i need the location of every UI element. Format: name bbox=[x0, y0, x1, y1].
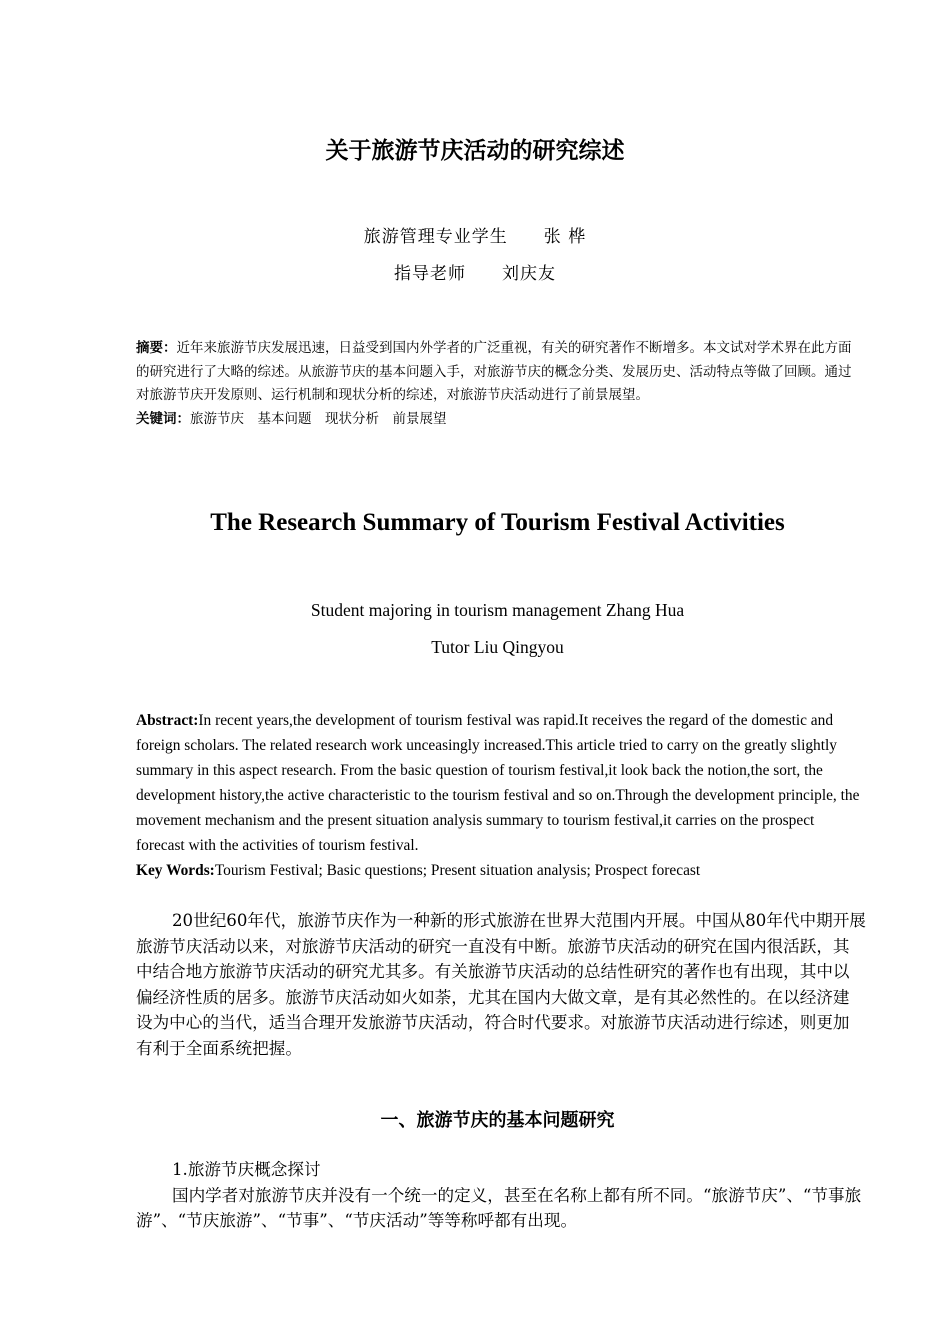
tutor-name-cn: 刘庆友 bbox=[502, 264, 556, 284]
intro-paragraph: 20世纪60年代，旅游节庆作为一种新的形式旅游在世界大范围内开展。中国从80年代中期开展旅游节庆活动以来，对旅游节庆活动的研究一直没有中断。旅游节庆活动的研究在国内很活跃，其中结合地方旅游节庆活动的研究尤其多。有关旅游节庆活动的总结性研究的著作也有出现，其中以偏经济性质的居多。旅游节庆活动如火如荼，尤其在国内大做文章，是有其必然性的。在以经济建设为中心的当代，适当合理开发旅游节庆活动，符合时代要求。对旅游节庆活动进行综述，则更加有利于全面系统把握。 bbox=[136, 911, 866, 1058]
keywords-en-label: Key Words: bbox=[136, 862, 215, 879]
author-line-cn bbox=[0, 225, 950, 249]
keywords-cn-text: 旅游节庆 基本问题 现状分析 前景展望 bbox=[190, 410, 447, 427]
subsection-1-1 bbox=[136, 1157, 866, 1234]
abstract-en-label: Abstract: bbox=[136, 712, 199, 729]
subsection-1-1-title: 1.旅游节庆概念探讨 bbox=[172, 1160, 321, 1179]
tutor-line-cn bbox=[0, 262, 950, 286]
paper-title-en: The Research Summary of Tourism Festival Activities bbox=[210, 509, 785, 536]
author-name-cn: 张 桦 bbox=[543, 227, 587, 247]
keywords-en bbox=[136, 858, 860, 883]
section-1-heading: 一、旅游节庆的基本问题研究 bbox=[380, 1110, 615, 1131]
abstract-en bbox=[136, 708, 860, 883]
paper-title-cn: 关于旅游节庆活动的研究综述 bbox=[325, 138, 625, 164]
keywords-cn bbox=[136, 408, 860, 432]
author-role-cn: 旅游管理专业学生 bbox=[363, 227, 508, 247]
subsection-1-1-text: 国内学者对旅游节庆并没有一个统一的定义，甚至在名称上都有所不同。“旅游节庆”、“节事旅游”、“节庆旅游”、“节事”、“节庆活动”等等称呼都有出现。 bbox=[136, 1185, 862, 1231]
abstract-cn-text: 近年来旅游节庆发展迅速，日益受到国内外学者的广泛重视，有关的研究著作不断增多。本文试对学术界在此方面的研究进行了大略的综述。从旅游节庆的基本问题入手，对旅游节庆的概念分类、发展历史、活动特点等做了回顾。通过对旅游节庆开发原则、运行机制和现状分析的综述，对旅游节庆活动进行了前景展望。 bbox=[136, 340, 852, 404]
abstract-en-text: In recent years,the development of tourism festival was rapid.It receives the regard of the domestic and foreign scholars. The related research work unceasingly increased.This article tried to carry on the greatly slightly summary in this aspect research. From the basic question of tourism festival,it look back the notion,the sort, the development history,the active characteristic to the tourism festival and so on.Through the development principle, the movement mechanism and the present situation analysis summary to tourism festival,it carries on the prospect forecast with the activities of tourism festival. bbox=[136, 712, 860, 854]
tutor-role-cn: 指导老师 bbox=[394, 264, 466, 284]
author-line-en: Student majoring in tourism management Zhang Hua bbox=[310, 600, 685, 620]
keywords-en-text: Tourism Festival; Basic questions; Present situation analysis; Prospect forecast bbox=[214, 862, 701, 879]
keywords-cn-label: 关键词： bbox=[136, 410, 190, 427]
abstract-cn bbox=[136, 337, 860, 431]
tutor-line-en: Tutor Liu Qingyou bbox=[431, 637, 564, 657]
abstract-cn-label: 摘要： bbox=[136, 340, 177, 356]
